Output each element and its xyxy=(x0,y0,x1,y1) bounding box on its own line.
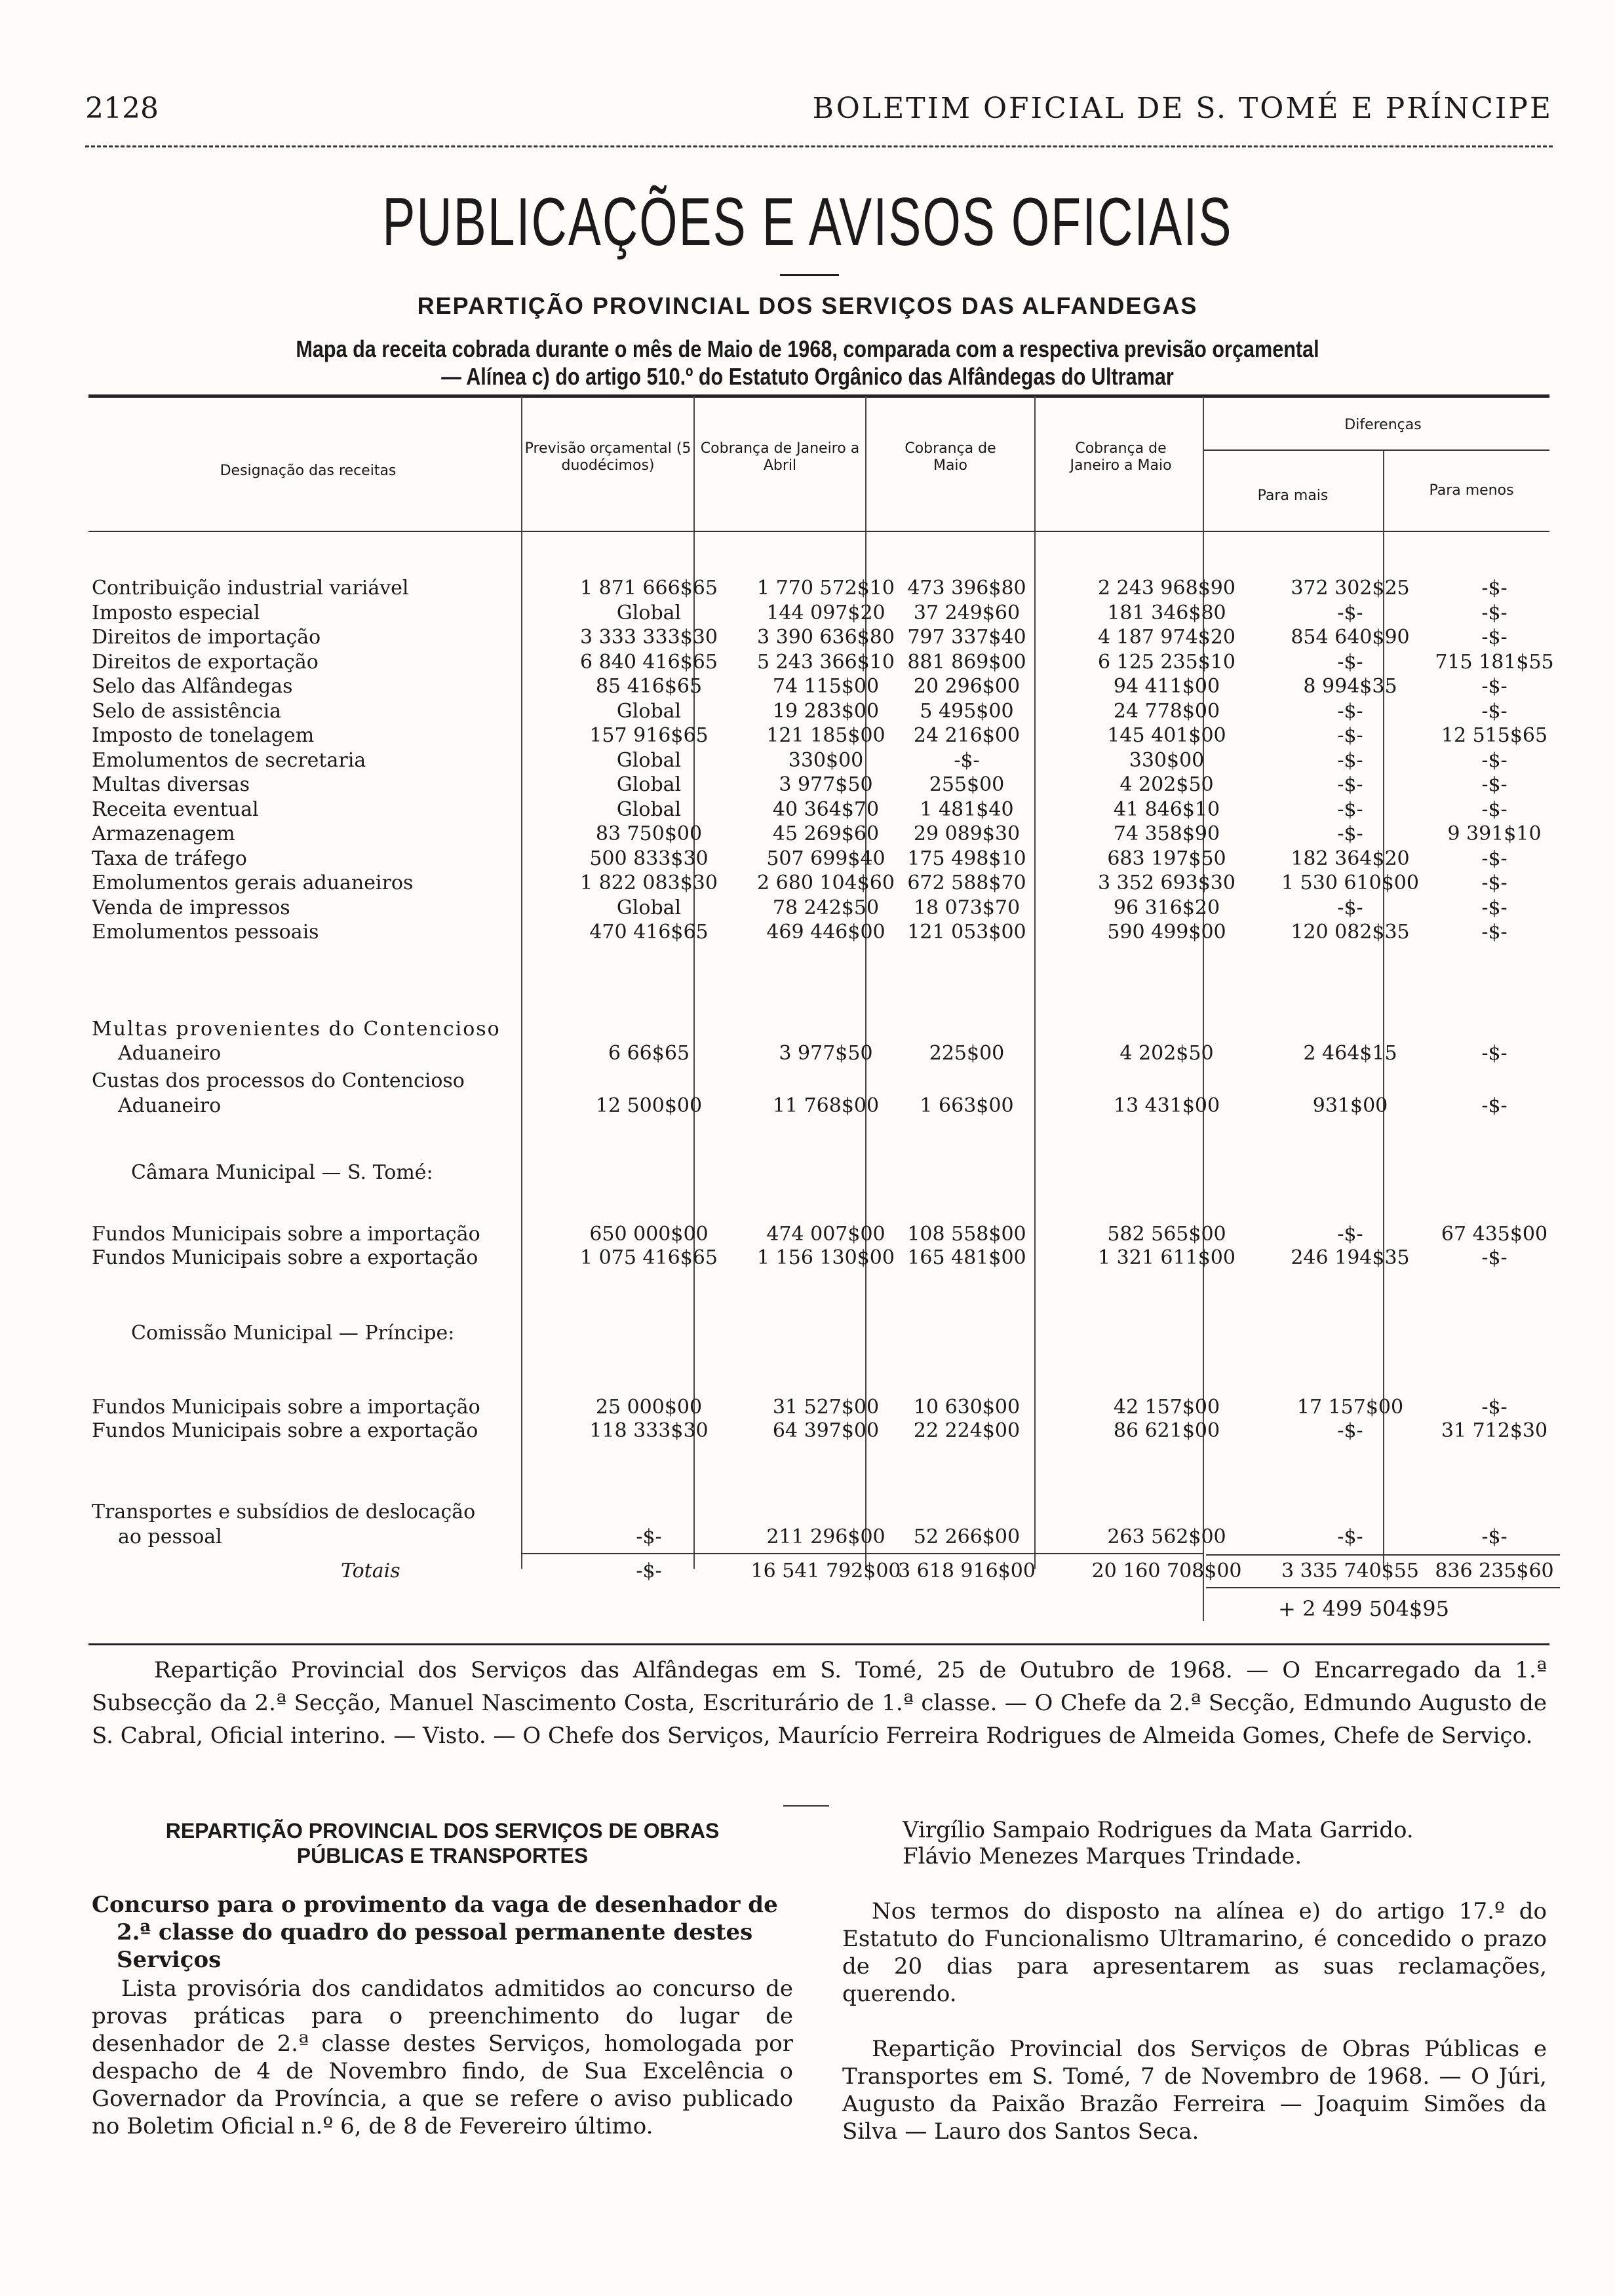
cell-previsao: 650 000$00 xyxy=(589,1223,709,1246)
cell-jan-abr: 45 269$60 xyxy=(772,822,880,845)
cell-previsao: 118 333$30 xyxy=(589,1419,709,1442)
candidate-2: Flávio Menezes Marques Trindade. xyxy=(903,1843,1302,1869)
cell-maio: 121 053$00 xyxy=(907,921,1026,944)
map-title-line2: — Alínea c) do artigo 510.º do Estatuto Orgânico das Alfândegas do Ultramar xyxy=(441,363,1174,390)
row-label: Selo de assistência xyxy=(92,699,282,723)
cell-jan-mai: 96 316$20 xyxy=(1113,896,1220,919)
row-label: Fundos Municipais sobre a exportação xyxy=(92,1246,478,1269)
table-row xyxy=(92,773,1566,798)
total-jan-mai: 20 160 708$00 xyxy=(1091,1559,1242,1582)
cell-maio: 881 869$00 xyxy=(907,650,1026,674)
row-label: Emolumentos gerais aduaneiros xyxy=(92,871,414,894)
cell-para-menos: -$- xyxy=(1481,577,1508,600)
total-jan-abr: 16 541 792$00 xyxy=(750,1559,901,1582)
col-divider-3 xyxy=(865,396,866,1569)
table-row xyxy=(92,1094,1566,1119)
cell-jan-mai: 6 125 235$10 xyxy=(1098,650,1236,674)
cell-para-mais: -$- xyxy=(1337,773,1363,796)
row-label: Imposto especial xyxy=(92,601,260,624)
cell-maio: 165 481$00 xyxy=(907,1246,1026,1269)
cell-jan-abr: 19 283$00 xyxy=(772,699,880,723)
cell-previsao: 500 833$30 xyxy=(589,847,709,870)
map-title-line1: Mapa da receita cobrada durante o mês de Maio de 1968, comparada com a respectiva previsão orçamental xyxy=(296,335,1319,362)
cell-maio: 255$00 xyxy=(929,773,1005,796)
table-row xyxy=(92,749,1566,774)
cell-jan-mai: 1 321 611$00 xyxy=(1098,1246,1236,1269)
cell-previsao: 12 500$00 xyxy=(595,1094,703,1117)
cell-para-mais: -$- xyxy=(1337,650,1363,674)
total-previsao: -$- xyxy=(636,1559,662,1582)
cell-para-mais: 372 302$25 xyxy=(1291,577,1410,600)
cell-para-menos: -$- xyxy=(1481,773,1508,796)
cell-para-mais: 246 194$35 xyxy=(1291,1246,1410,1269)
table-row xyxy=(92,822,1566,847)
department-title: REPARTIÇÃO PROVINCIAL DOS SERVIÇOS DAS ALFANDEGAS xyxy=(417,292,1198,319)
header-previsao: Previsão orçamental (5 duodécimos) xyxy=(524,440,691,474)
camara-heading: Câmara Municipal — S. Tomé: xyxy=(131,1161,433,1184)
cell-jan-mai: 94 411$00 xyxy=(1113,675,1220,698)
cell-previsao: Global xyxy=(616,773,682,796)
cell-jan-abr: 1 770 572$10 xyxy=(757,577,895,600)
cell-previsao: Global xyxy=(616,896,682,919)
header-bottom-rule xyxy=(88,531,1549,532)
cell-jan-abr: 2 680 104$60 xyxy=(757,871,895,894)
cell-para-mais: 1 530 610$00 xyxy=(1281,871,1419,894)
cell-maio: 29 089$30 xyxy=(913,822,1021,845)
cell-para-mais: 931$00 xyxy=(1312,1094,1388,1117)
totals-label: Totais xyxy=(341,1559,400,1582)
table-row xyxy=(92,1246,1566,1271)
cell-para-mais: -$- xyxy=(1337,896,1363,919)
cell-previsao: 3 333 333$30 xyxy=(580,626,718,649)
publication-title: BOLETIM OFICIAL DE S. TOMÉ E PRÍNCIPE xyxy=(812,92,1553,125)
row-label: Transportes e subsídios de deslocação xyxy=(92,1501,476,1523)
net-difference: + 2 499 504$95 xyxy=(1278,1596,1449,1621)
table-row xyxy=(92,1396,1566,1421)
table-row xyxy=(92,1525,1566,1550)
candidate-1: Virgílio Sampaio Rodrigues da Mata Garrido. xyxy=(903,1817,1414,1843)
cell-previsao: Global xyxy=(616,748,682,772)
cell-maio: 225$00 xyxy=(929,1042,1005,1065)
cell-maio: 22 224$00 xyxy=(913,1419,1021,1442)
cell-jan-mai: 145 401$00 xyxy=(1107,724,1226,747)
cell-jan-mai: 4 202$50 xyxy=(1119,1042,1214,1065)
col-divider-1 xyxy=(521,396,522,1569)
cell-jan-mai: 590 499$00 xyxy=(1107,921,1226,944)
cell-para-mais: 17 157$00 xyxy=(1296,1396,1404,1419)
cell-para-mais: -$- xyxy=(1337,601,1363,624)
cell-previsao: -$- xyxy=(636,1525,662,1548)
cell-maio: 1 481$40 xyxy=(920,797,1014,821)
header-jan-abr: Cobrança de Janeiro a Abril xyxy=(700,440,860,474)
cell-jan-mai: 4 202$50 xyxy=(1119,773,1214,796)
cell-para-menos: 12 515$65 xyxy=(1441,724,1548,747)
cell-jan-mai: 2 243 968$90 xyxy=(1098,577,1236,600)
cell-previsao: Global xyxy=(616,797,682,821)
cell-para-menos: -$- xyxy=(1481,626,1508,649)
cell-jan-mai: 13 431$00 xyxy=(1113,1094,1220,1117)
main-title: PUBLICAÇÕES E AVISOS OFICIAIS xyxy=(382,184,1233,260)
cell-para-mais: -$- xyxy=(1337,699,1363,723)
header-para-mais: Para mais xyxy=(1257,488,1329,504)
cell-para-menos: -$- xyxy=(1481,921,1508,944)
cell-maio: 672 588$70 xyxy=(907,871,1026,894)
table-row xyxy=(92,602,1566,626)
cell-previsao: Global xyxy=(616,699,682,723)
row-label: Direitos de importação xyxy=(92,626,321,649)
cell-para-mais: 182 364$20 xyxy=(1291,847,1410,870)
cell-previsao: 25 000$00 xyxy=(595,1396,703,1419)
cell-para-mais: -$- xyxy=(1337,1223,1363,1246)
cell-jan-mai: 86 621$00 xyxy=(1113,1419,1220,1442)
totals-row xyxy=(92,1559,1566,1584)
cell-previsao: 470 416$65 xyxy=(589,921,709,944)
table-row xyxy=(92,1018,1566,1043)
row-label: Fundos Municipais sobre a importação xyxy=(92,1223,480,1246)
row-label: Aduaneiro xyxy=(118,1094,222,1117)
cell-maio: -$- xyxy=(954,748,980,772)
title-rule xyxy=(780,274,839,276)
cell-maio: 52 266$00 xyxy=(913,1525,1021,1548)
obras-dept-line1: REPARTIÇÃO PROVINCIAL DOS SERVIÇOS DE OBRAS xyxy=(165,1819,720,1843)
header-maio: Cobrança de Maio xyxy=(905,440,996,474)
cell-maio: 108 558$00 xyxy=(907,1223,1026,1246)
cell-para-mais: -$- xyxy=(1337,1419,1363,1442)
cell-jan-mai: 263 562$00 xyxy=(1107,1525,1226,1548)
row-label: Direitos de exportação xyxy=(92,650,319,674)
row-label: Imposto de tonelagem xyxy=(92,724,315,747)
cell-jan-abr: 211 296$00 xyxy=(766,1525,885,1548)
header-jan-mai: Cobrança de Janeiro a Maio xyxy=(1070,440,1172,474)
net-rule xyxy=(1206,1587,1560,1588)
cell-previsao: 6 840 416$65 xyxy=(580,650,718,674)
cell-para-menos: -$- xyxy=(1481,1246,1508,1269)
cell-para-menos: -$- xyxy=(1481,1042,1508,1065)
table-row xyxy=(92,1419,1566,1444)
cell-maio: 473 396$80 xyxy=(907,577,1026,600)
row-label: Taxa de tráfego xyxy=(92,847,247,870)
row-label: Emolumentos pessoais xyxy=(92,921,319,944)
table-row xyxy=(92,1042,1566,1067)
table-row xyxy=(92,626,1566,651)
cell-jan-abr: 5 243 366$10 xyxy=(757,650,895,674)
cell-previsao: 6 66$65 xyxy=(608,1042,690,1065)
cell-para-menos: -$- xyxy=(1481,699,1508,723)
cell-previsao: 83 750$00 xyxy=(595,822,703,845)
signature-block: Repartição Provincial dos Serviços das Alfândegas em S. Tomé, 25 de Outubro de 1968. — O Encarregado da 1.ª Subsecção da 2.ª Secção, Manuel Nascimento Costa, Escriturário de 1.ª classe. — O Chefe da 2.ª Secção, Edmundo Augusto de S. Cabral, Oficial interino. — Visto. — O Chefe dos Serviços, Maurício Ferreira Rodrigues de Almeida Gomes, Chefe de Serviço. xyxy=(92,1657,1547,1749)
cell-jan-abr: 3 977$50 xyxy=(779,773,873,796)
table-row xyxy=(92,577,1566,602)
cell-jan-abr: 507 699$40 xyxy=(766,847,885,870)
table-row xyxy=(92,1223,1566,1248)
header-rule xyxy=(85,145,1553,147)
row-label: Contribuição industrial variável xyxy=(92,577,409,600)
section-divider xyxy=(783,1805,829,1807)
cell-jan-mai: 74 358$90 xyxy=(1113,822,1220,845)
cell-maio: 175 498$10 xyxy=(907,847,1026,870)
header-diferencas: Diferenças xyxy=(1344,417,1422,433)
table-row xyxy=(92,724,1566,749)
cell-jan-mai: 3 352 693$30 xyxy=(1098,871,1236,894)
row-label: Fundos Municipais sobre a importação xyxy=(92,1396,480,1419)
cell-jan-abr: 121 185$00 xyxy=(766,724,885,747)
total-para-menos: 836 235$60 xyxy=(1435,1559,1554,1582)
cell-maio: 1 663$00 xyxy=(920,1094,1014,1117)
cell-jan-abr: 40 364$70 xyxy=(772,797,880,821)
cell-jan-abr: 469 446$00 xyxy=(766,921,885,944)
table-row xyxy=(92,847,1566,872)
row-label: Aduaneiro xyxy=(118,1042,222,1065)
table-top-rule xyxy=(88,394,1549,398)
cell-para-menos: 9 391$10 xyxy=(1447,822,1542,845)
comissao-heading: Comissão Municipal — Príncipe: xyxy=(131,1322,455,1345)
cell-para-menos: 31 712$30 xyxy=(1441,1419,1548,1442)
cell-maio: 18 073$70 xyxy=(913,896,1021,919)
cell-para-menos: -$- xyxy=(1481,871,1508,894)
table-bottom-rule xyxy=(88,1643,1549,1645)
table-row xyxy=(92,1501,1566,1525)
cell-para-menos: 67 435$00 xyxy=(1441,1223,1548,1246)
table-row xyxy=(92,896,1566,921)
cell-jan-mai: 4 187 974$20 xyxy=(1098,626,1236,649)
cell-jan-abr: 330$00 xyxy=(788,748,864,772)
cell-para-menos: -$- xyxy=(1481,1094,1508,1117)
row-label: Multas diversas xyxy=(92,773,250,796)
cell-previsao: Global xyxy=(616,601,682,624)
cell-jan-abr: 144 097$20 xyxy=(766,601,885,624)
cell-jan-mai: 24 778$00 xyxy=(1113,699,1220,723)
cell-jan-abr: 64 397$00 xyxy=(772,1419,880,1442)
cell-jan-abr: 474 007$00 xyxy=(766,1223,885,1246)
cell-jan-abr: 74 115$00 xyxy=(772,675,880,698)
cell-maio: 10 630$00 xyxy=(913,1396,1021,1419)
cell-para-menos: 715 181$55 xyxy=(1435,650,1554,674)
row-label: Fundos Municipais sobre a exportação xyxy=(92,1419,478,1442)
row-label: Emolumentos de secretaria xyxy=(92,748,366,772)
row-label: Multas provenientes do Contencioso xyxy=(92,1018,501,1041)
cell-para-menos: -$- xyxy=(1481,1525,1508,1548)
row-label: Custas dos processos do Contencioso xyxy=(92,1069,465,1092)
cell-para-mais: -$- xyxy=(1337,748,1363,772)
cell-jan-mai: 582 565$00 xyxy=(1107,1223,1226,1246)
cell-jan-abr: 11 768$00 xyxy=(772,1094,880,1117)
cell-jan-abr: 1 156 130$00 xyxy=(757,1246,895,1269)
cell-maio: 24 216$00 xyxy=(913,724,1021,747)
totals-rule xyxy=(521,1553,1203,1554)
cell-previsao: 1 871 666$65 xyxy=(580,577,718,600)
table-row xyxy=(92,700,1566,725)
juri-paragraph: Repartição Provincial dos Serviços de Obras Públicas e Transportes em S. Tomé, 7 de Novembro de 1968. — O Júri, Augusto da Paixão Brazão Ferreira — Joaquim Simões da Silva — Lauro dos Santos Seca. xyxy=(842,2036,1547,2145)
cell-para-mais: 120 082$35 xyxy=(1291,921,1410,944)
table-row xyxy=(92,921,1566,946)
total-para-mais: 3 335 740$55 xyxy=(1281,1559,1419,1582)
cell-para-mais: -$- xyxy=(1337,822,1363,845)
row-label: Receita eventual xyxy=(92,797,259,821)
cell-previsao: 1 822 083$30 xyxy=(580,871,718,894)
cell-jan-abr: 78 242$50 xyxy=(772,896,880,919)
table-row xyxy=(92,871,1566,896)
cell-jan-mai: 41 846$10 xyxy=(1113,797,1220,821)
row-label: ao pessoal xyxy=(118,1525,222,1548)
header-designacao: Designação das receitas xyxy=(220,463,397,479)
cell-para-mais: 2 464$15 xyxy=(1303,1042,1397,1065)
row-label: Selo das Alfândegas xyxy=(92,675,293,698)
concurso-title: Concurso para o provimento da vaga de desenhador de 2.ª classe do quadro do pessoal permanente destes Serviços xyxy=(92,1892,778,1973)
table-row xyxy=(92,798,1566,823)
cell-jan-abr: 3 390 636$80 xyxy=(757,626,895,649)
header-para-menos: Para menos xyxy=(1429,482,1514,499)
table-row xyxy=(92,1069,1566,1094)
diferencas-rule xyxy=(1203,450,1549,451)
totals-rule-diff xyxy=(1206,1554,1560,1556)
cell-maio: 37 249$60 xyxy=(913,601,1021,624)
cell-para-mais: -$- xyxy=(1337,724,1363,747)
concurso-body: Lista provisória dos candidatos admitidos ao concurso de provas práticas para o preenchimento do lugar de desenhador de 2.ª classe destes Serviços, homologada por despacho de 4 de Novembro findo, de Sua Excelência o Governador da Província, a que se refere o aviso publicado no Boletim Oficial n.º 6, de 8 de Fevereiro último. xyxy=(92,1976,793,2139)
col-divider-4 xyxy=(1034,396,1036,1569)
cell-para-mais: -$- xyxy=(1337,1525,1363,1548)
row-label: Armazenagem xyxy=(92,822,235,845)
cell-previsao: 157 916$65 xyxy=(589,724,709,747)
reclamacoes-paragraph: Nos termos do disposto na alínea e) do artigo 17.º do Estatuto do Funcionalismo Ultramarino, é concedido o prazo de 20 dias para apresentarem as suas reclamações, querendo. xyxy=(842,1898,1547,2007)
table-row xyxy=(92,651,1566,676)
cell-para-menos: -$- xyxy=(1481,748,1508,772)
cell-maio: 797 337$40 xyxy=(907,626,1026,649)
page-number: 2128 xyxy=(85,92,159,125)
cell-jan-mai: 330$00 xyxy=(1129,748,1205,772)
table-row xyxy=(92,675,1566,700)
row-label: Venda de impressos xyxy=(92,896,290,919)
cell-para-menos: -$- xyxy=(1481,601,1508,624)
cell-para-menos: -$- xyxy=(1481,675,1508,698)
cell-para-menos: -$- xyxy=(1481,1396,1508,1419)
cell-previsao: 85 416$65 xyxy=(595,675,703,698)
cell-previsao: 1 075 416$65 xyxy=(580,1246,718,1269)
cell-jan-mai: 42 157$00 xyxy=(1113,1396,1220,1419)
cell-para-mais: 854 640$90 xyxy=(1291,626,1410,649)
cell-para-mais: 8 994$35 xyxy=(1303,675,1397,698)
total-maio: 3 618 916$00 xyxy=(898,1559,1036,1582)
cell-jan-mai: 683 197$50 xyxy=(1107,847,1226,870)
cell-maio: 20 296$00 xyxy=(913,675,1021,698)
cell-para-mais: -$- xyxy=(1337,797,1363,821)
cell-para-menos: -$- xyxy=(1481,797,1508,821)
cell-para-menos: -$- xyxy=(1481,847,1508,870)
cell-jan-mai: 181 346$80 xyxy=(1107,601,1226,624)
cell-jan-abr: 31 527$00 xyxy=(772,1396,880,1419)
col-divider-2 xyxy=(693,396,695,1569)
cell-jan-abr: 3 977$50 xyxy=(779,1042,873,1065)
obras-dept-line2: PÚBLICAS E TRANSPORTES xyxy=(296,1844,589,1867)
cell-para-menos: -$- xyxy=(1481,896,1508,919)
cell-maio: 5 495$00 xyxy=(920,699,1014,723)
